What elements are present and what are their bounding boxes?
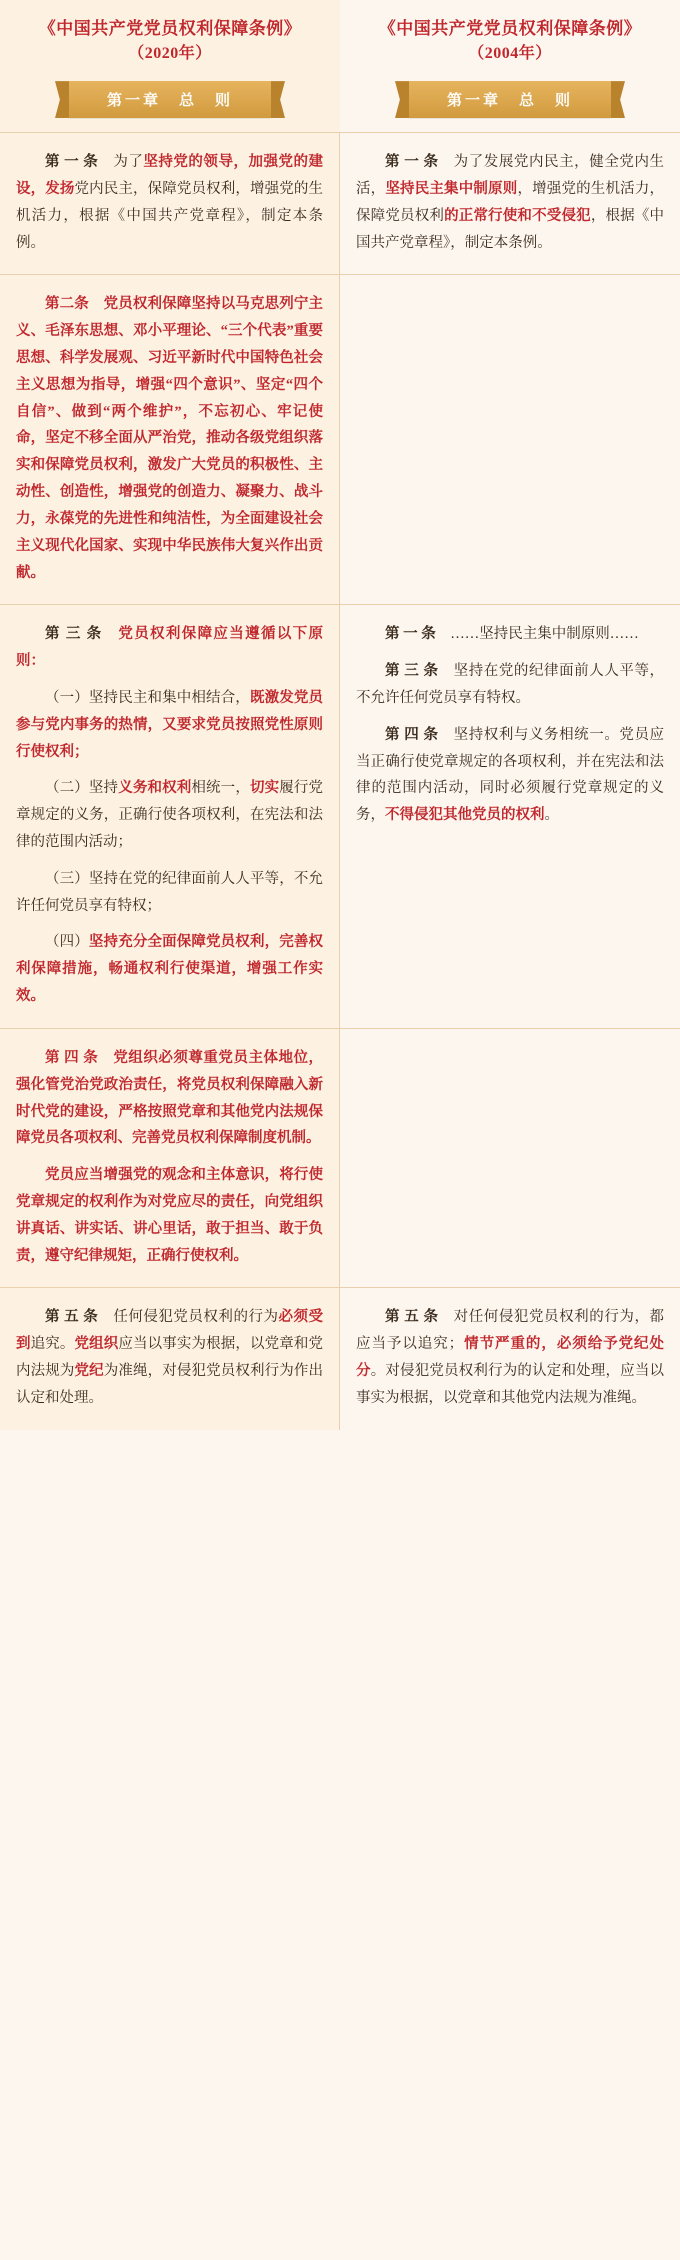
right-title-text: 《中国共产党党员权利保障条例》 xyxy=(378,19,642,38)
article-paragraph xyxy=(16,1162,323,1269)
highlighted-text: 既激发党员参与党内事务的热情，又要求党员按照党性原则行使权利； xyxy=(16,689,324,760)
article-number: 第 一 条 xyxy=(45,154,114,171)
article-paragraph xyxy=(356,621,664,648)
right-chapter-banner-cell xyxy=(340,75,680,132)
body-text: 坚持权利与义务相统一。党员应当正确行使党章规定的各项权利，并在宪法和法律的范围内活动，同时必须履行党章规定的义务， xyxy=(356,726,665,824)
right-column-cell xyxy=(340,275,680,604)
chapter-banners xyxy=(0,75,680,132)
empty-placeholder xyxy=(356,1045,664,1055)
body-text: ，增强党的生机活力，保障党员权利 xyxy=(356,180,665,224)
article-number: 第 四 条 xyxy=(45,1049,114,1066)
highlighted-text: 义务和权利 xyxy=(118,780,192,797)
body-text: 应当以事实为根据，以党章和党内法规为 xyxy=(16,1336,323,1380)
left-column-cell xyxy=(0,1288,340,1429)
article-paragraph xyxy=(16,685,323,765)
article-paragraph xyxy=(16,775,323,855)
body-text: 任何侵犯党员权利的行为 xyxy=(113,1309,279,1326)
comparison-row xyxy=(0,1028,680,1288)
right-column-cell xyxy=(340,1029,680,1288)
body-text: ，根据《中国共产党章程》，制定本条例。 xyxy=(356,207,665,251)
right-column-cell xyxy=(340,1288,680,1429)
article-paragraph xyxy=(356,1304,664,1411)
article-paragraph xyxy=(16,149,323,256)
article-comparison-list xyxy=(0,132,680,1430)
article-paragraph xyxy=(356,149,664,256)
article-number: 第 四 条 xyxy=(385,726,454,743)
article-number: 第 一 条 xyxy=(385,154,454,171)
body-text: （二）坚持 xyxy=(45,780,119,797)
empty-placeholder xyxy=(356,291,664,301)
article-number: 第 一 条 xyxy=(385,626,451,643)
body-text: 。 xyxy=(544,807,559,824)
article-number: 第二条 xyxy=(45,296,104,313)
highlighted-text: 党组织必须尊重党员主体地位，强化管党治党政治责任，将党员权利保障融入新时代党的建设，严格按照党章和其他党内法规保障党员各项权利、完善党员权利保障制度机制。 xyxy=(16,1049,324,1147)
article-number: 第 五 条 xyxy=(385,1309,454,1326)
article-paragraph xyxy=(356,722,664,829)
body-text: 追究。 xyxy=(30,1336,75,1353)
article-number: 第 三 条 xyxy=(385,663,454,680)
left-title-text: 《中国共产党党员权利保障条例》 xyxy=(38,19,302,38)
body-text: 为了 xyxy=(113,154,144,171)
left-column-cell xyxy=(0,275,340,604)
right-title-year: （2004年） xyxy=(468,45,552,63)
article-number: 第 三 条 xyxy=(45,626,119,643)
comparison-row xyxy=(0,274,680,604)
right-column-cell xyxy=(340,605,680,1028)
article-paragraph xyxy=(16,621,323,675)
article-number: 第 五 条 xyxy=(45,1309,114,1326)
highlighted-text: 的正常行使和不受侵犯 xyxy=(444,207,591,224)
highlighted-text: 党员应当增强党的观念和主体意识，将行使党章规定的权利作为对党应尽的责任，向党组织讲真话、讲实话、讲心里话，敢于担当、敢于负责，遵守纪律规矩，正确行使权利。 xyxy=(16,1167,323,1264)
body-text: 履行党章规定的义务，正确行使各项权利，在宪法和法律的范围内活动； xyxy=(16,780,324,851)
right-document-title xyxy=(340,0,680,75)
highlighted-text: 不得侵犯其他党员的权利 xyxy=(385,807,545,824)
article-paragraph xyxy=(16,929,323,1009)
left-title-year: （2020年） xyxy=(128,45,212,63)
highlighted-text: 切实 xyxy=(249,780,280,797)
body-text: 。对侵犯党员权利行为的认定和处理，应当以事实为根据，以党章和其他党内法规为准绳。 xyxy=(356,1363,665,1406)
body-text: ……坚持民主集中制原则…… xyxy=(450,626,639,643)
article-paragraph xyxy=(16,291,323,586)
left-column-cell xyxy=(0,1029,340,1288)
body-text: 为了发展党内民主，健全党内生活， xyxy=(356,154,665,197)
highlighted-text: 情节严重的，必须给予党纪处分 xyxy=(356,1336,665,1380)
comparison-row xyxy=(0,1287,680,1429)
body-text: （一）坚持民主和集中相结合， xyxy=(45,689,250,706)
body-text: 为准绳，对侵犯党员权利行为作出认定和处理。 xyxy=(16,1363,323,1406)
highlighted-text: 党员权利保障坚持以马克思列宁主义、毛泽东思想、邓小平理论、“三个代表”重要思想、科学发展观、习近平新时代中国特色社会主义思想为指导，增强“四个意识”、坚定“四个自信”、做到“两个维护”，不忘初心、牢记使命，坚定不移全面从严治党，推动各级党组织落实和保障党员权利，激发广大党员的积极性、主动性、创造性，增强党的创造力、凝聚力、战斗力，永葆党的先进性和纯洁性，为全面建设社会主义现代化国家、实现中华民族伟大复兴作出贡献。 xyxy=(16,296,324,581)
article-paragraph xyxy=(16,1304,323,1411)
body-text: 党内民主，保障党员权利，增强党的生机活力，根据《中国共产党章程》，制定本条例。 xyxy=(16,180,323,251)
article-paragraph xyxy=(16,866,323,920)
left-column-cell xyxy=(0,133,340,274)
highlighted-text: 党纪 xyxy=(74,1363,104,1380)
highlighted-text: 坚持党的领导，加强党的建设，发扬 xyxy=(16,154,324,197)
highlighted-text: 党员权利保障应当遵循以下原则： xyxy=(16,626,324,670)
highlighted-text: 党组织 xyxy=(74,1336,119,1353)
left-document-title xyxy=(0,0,340,75)
left-column-cell xyxy=(0,605,340,1028)
body-text: 相统一， xyxy=(191,780,250,797)
body-text: （四） xyxy=(45,934,89,951)
highlighted-text: 坚持民主集中制原则 xyxy=(385,180,518,197)
comparison-row xyxy=(0,604,680,1028)
left-chapter-ribbon: 第一章 总 则 xyxy=(69,81,271,118)
left-chapter-banner-cell xyxy=(0,75,340,132)
body-text: 对任何侵犯党员权利的行为，都应当予以追究； xyxy=(356,1309,665,1353)
article-paragraph xyxy=(356,658,664,712)
article-paragraph xyxy=(16,1045,323,1152)
right-column-cell xyxy=(340,133,680,274)
body-text: 坚持在党的纪律面前人人平等，不允许任何党员享有特权。 xyxy=(356,663,665,706)
titles-header xyxy=(0,0,680,75)
highlighted-text: 坚持充分全面保障党员权利，完善权利保障措施，畅通权利行使渠道，增强工作实效。 xyxy=(16,934,324,1005)
body-text: （三）坚持在党的纪律面前人人平等，不允许任何党员享有特权； xyxy=(16,870,323,914)
comparison-row xyxy=(0,132,680,274)
right-chapter-ribbon: 第一章 总 则 xyxy=(409,81,611,118)
highlighted-text: 必须受到 xyxy=(16,1309,324,1353)
